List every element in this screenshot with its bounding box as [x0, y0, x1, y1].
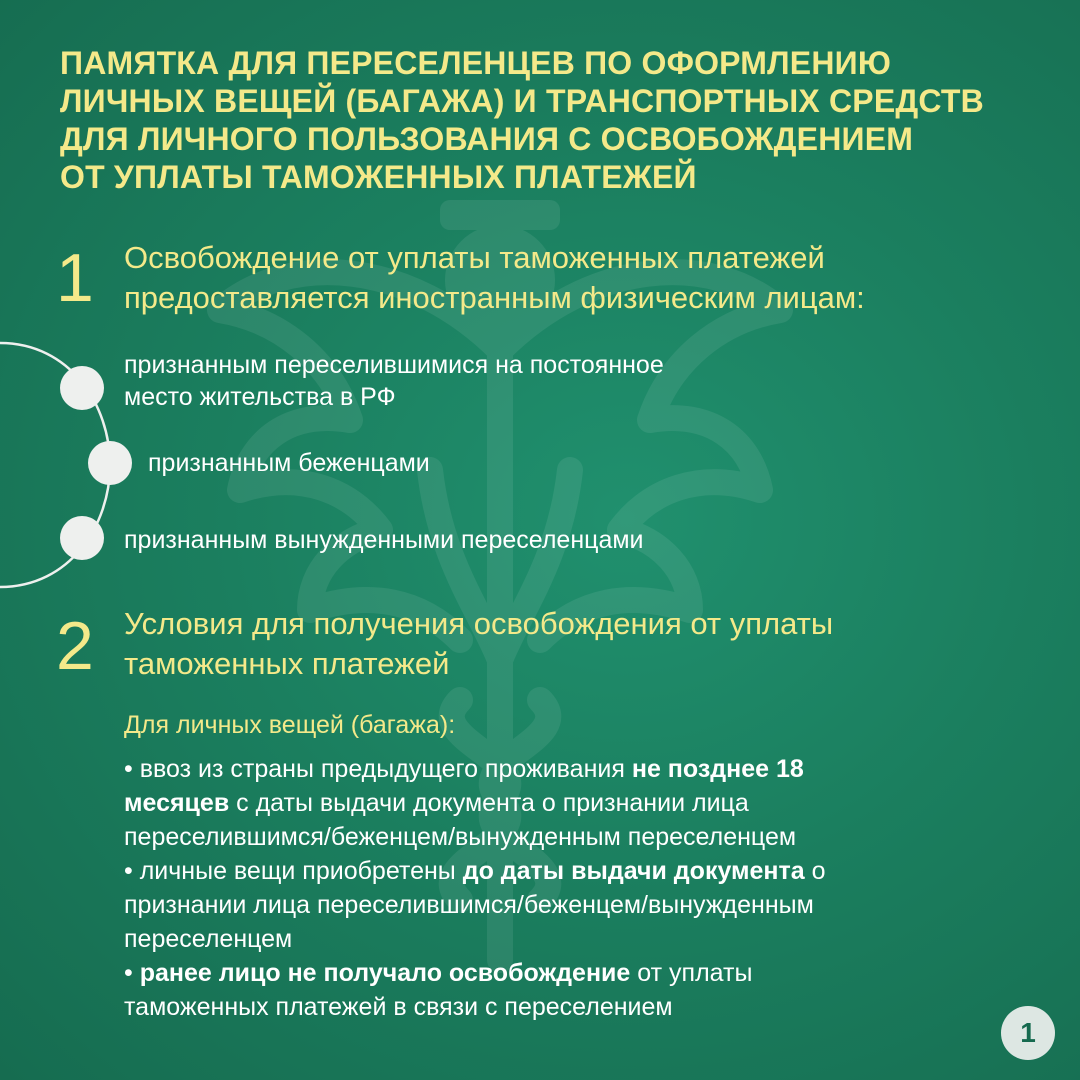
list-bullet-dot: [88, 441, 132, 485]
section-2-number: 2: [56, 608, 94, 684]
list-item-line: признанным переселившимися на постоянное: [124, 351, 664, 379]
page-title: [60, 44, 1040, 196]
list-item-line: место жительства в РФ: [124, 383, 396, 411]
condition-line: месяцев с даты выдачи документа о признании лица: [124, 789, 749, 817]
condition-line: • ввоз из страны предыдущего проживания не позднее 18: [124, 755, 804, 783]
list-bullet-dot: [60, 516, 104, 560]
list-item: [124, 524, 644, 556]
title-line: ПАМЯТКА ДЛЯ ПЕРЕСЕЛЕНЦЕВ ПО ОФОРМЛЕНИЮ: [60, 45, 892, 81]
bullet: •: [124, 959, 133, 987]
conditions-list: [124, 752, 1054, 1024]
list-bullet-dot: [60, 366, 104, 410]
section-1-heading-line: Освобождение от уплаты таможенных платежей: [124, 240, 825, 275]
section-1-heading-line: предоставляется иностранным физическим лицам:: [124, 280, 865, 315]
list-item-line: признанным беженцами: [148, 449, 430, 477]
bullet: •: [124, 857, 133, 885]
condition-line: переселившимся/беженцем/вынужденным переселенцем: [124, 823, 797, 851]
bullet: •: [124, 755, 133, 783]
condition-line: • личные вещи приобретены до даты выдачи документа о: [124, 857, 826, 885]
title-line: ДЛЯ ЛИЧНОГО ПОЛЬЗОВАНИЯ С ОСВОБОЖДЕНИЕМ: [60, 121, 914, 157]
condition-line: признании лица переселившимся/беженцем/вынужденным: [124, 891, 814, 919]
condition-line: переселенцем: [124, 925, 293, 953]
baggage-subheading: Для личных вещей (багажа):: [124, 711, 456, 739]
section-1-number: 1: [56, 240, 94, 316]
section-1-heading: [124, 238, 1044, 318]
title-line: ЛИЧНЫХ ВЕЩЕЙ (БАГАЖА) И ТРАНСПОРТНЫХ СРЕДСТВ: [60, 83, 984, 119]
section-2-heading: [124, 604, 1044, 684]
condition-line: • ранее лицо не получало освобождение от уплаты: [124, 959, 753, 987]
page-number-badge: 1: [1001, 1006, 1055, 1060]
condition-line: таможенных платежей в связи с переселением: [124, 993, 673, 1021]
section-2-heading-line: таможенных платежей: [124, 646, 450, 681]
section-2-heading-line: Условия для получения освобождения от уплаты: [124, 606, 834, 641]
list-item-line: признанным вынужденными переселенцами: [124, 526, 644, 554]
title-line: ОТ УПЛАТЫ ТАМОЖЕННЫХ ПЛАТЕЖЕЙ: [60, 159, 697, 195]
list-item: [124, 349, 664, 413]
list-item: [148, 447, 430, 479]
